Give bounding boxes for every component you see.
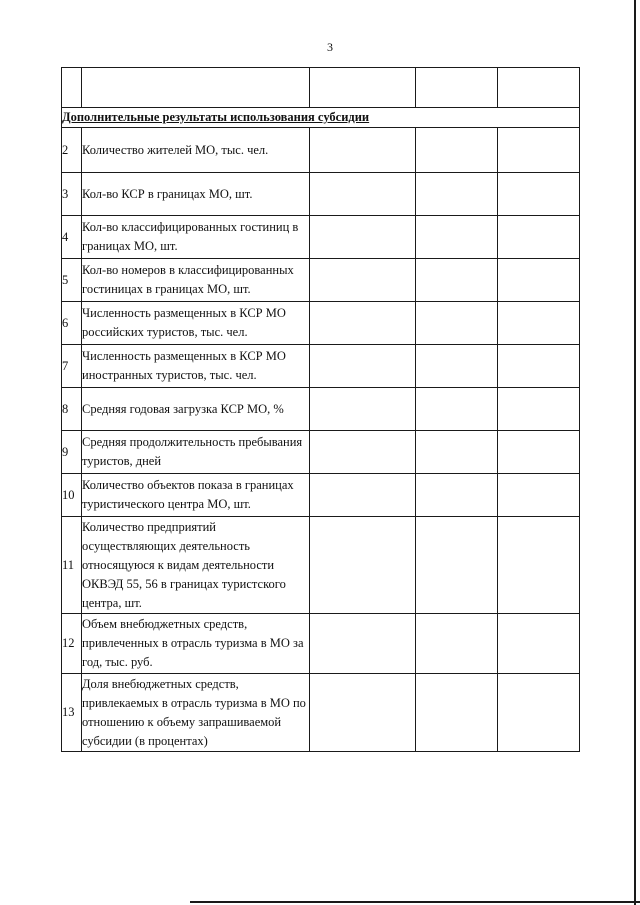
row-label: Кол-во номеров в классифицированных гостиницах в границах МО, шт. <box>82 259 310 302</box>
value-cell <box>416 674 498 752</box>
table-row <box>62 128 580 173</box>
row-number: 7 <box>62 345 82 388</box>
value-cell <box>498 388 580 431</box>
table-row <box>62 345 580 388</box>
value-cell <box>498 345 580 388</box>
row-label: Средняя продолжительность пребывания туристов, дней <box>82 431 310 474</box>
section-row <box>62 108 580 128</box>
page-number: 3 <box>327 40 333 54</box>
row-label: Численность размещенных в КСР МО российских туристов, тыс. чел. <box>82 302 310 345</box>
row-label: Кол-во классифицированных гостиниц в границах МО, шт. <box>82 216 310 259</box>
table-row <box>62 517 580 614</box>
row-label: Доля внебюджетных средств, привлекаемых в отрасль туризма в МО по отношению к объему запрашиваемой субсидии (в процентах) <box>82 674 310 752</box>
header-cell <box>62 68 82 108</box>
value-cell <box>310 345 416 388</box>
table-row <box>62 614 580 674</box>
value-cell <box>416 128 498 173</box>
row-label: Кол-во КСР в границах МО, шт. <box>82 173 310 216</box>
row-number: 4 <box>62 216 82 259</box>
table-row <box>62 216 580 259</box>
value-cell <box>310 614 416 674</box>
header-cell <box>498 68 580 108</box>
table-row <box>62 173 580 216</box>
row-number: 3 <box>62 173 82 216</box>
value-cell <box>498 431 580 474</box>
row-number: 9 <box>62 431 82 474</box>
value-cell <box>498 517 580 614</box>
value-cell <box>498 216 580 259</box>
value-cell <box>416 474 498 517</box>
value-cell <box>416 259 498 302</box>
header-cell <box>82 68 310 108</box>
value-cell <box>310 302 416 345</box>
value-cell <box>416 614 498 674</box>
value-cell <box>498 173 580 216</box>
row-number: 6 <box>62 302 82 345</box>
value-cell <box>416 388 498 431</box>
section-title: Дополнительные результаты использования субсидии <box>62 108 580 128</box>
row-label: Средняя годовая загрузка КСР МО, % <box>82 388 310 431</box>
scan-edge-bottom <box>190 901 640 903</box>
row-number: 13 <box>62 674 82 752</box>
value-cell <box>498 614 580 674</box>
value-cell <box>416 431 498 474</box>
row-label: Количество объектов показа в границах туристического центра МО, шт. <box>82 474 310 517</box>
value-cell <box>310 259 416 302</box>
value-cell <box>310 388 416 431</box>
value-cell <box>416 302 498 345</box>
scan-edge-right <box>634 0 636 905</box>
value-cell <box>310 173 416 216</box>
table-row <box>62 674 580 752</box>
row-number: 5 <box>62 259 82 302</box>
row-label: Количество жителей МО, тыс. чел. <box>82 128 310 173</box>
value-cell <box>310 128 416 173</box>
value-cell <box>310 474 416 517</box>
value-cell <box>498 259 580 302</box>
row-number: 12 <box>62 614 82 674</box>
row-number: 8 <box>62 388 82 431</box>
table-header-row <box>62 68 580 108</box>
row-label: Численность размещенных в КСР МО иностранных туристов, тыс. чел. <box>82 345 310 388</box>
row-number: 11 <box>62 517 82 614</box>
table-row <box>62 388 580 431</box>
row-label: Количество предприятий осуществляющих деятельность относящуюся к видам деятельности ОКВЭД 55, 56 в границах туристского центра, шт. <box>82 517 310 614</box>
value-cell <box>498 674 580 752</box>
value-cell <box>416 216 498 259</box>
table-row <box>62 474 580 517</box>
value-cell <box>416 345 498 388</box>
results-table <box>61 67 580 752</box>
value-cell <box>310 674 416 752</box>
value-cell <box>416 173 498 216</box>
table-row <box>62 259 580 302</box>
row-label: Объем внебюджетных средств, привлеченных в отрасль туризма в МО за год, тыс. руб. <box>82 614 310 674</box>
value-cell <box>310 517 416 614</box>
header-cell <box>310 68 416 108</box>
row-number: 10 <box>62 474 82 517</box>
value-cell <box>498 302 580 345</box>
header-cell <box>416 68 498 108</box>
value-cell <box>310 431 416 474</box>
table-row <box>62 431 580 474</box>
value-cell <box>498 128 580 173</box>
value-cell <box>416 517 498 614</box>
table-row <box>62 302 580 345</box>
row-number: 2 <box>62 128 82 173</box>
value-cell <box>310 216 416 259</box>
value-cell <box>498 474 580 517</box>
